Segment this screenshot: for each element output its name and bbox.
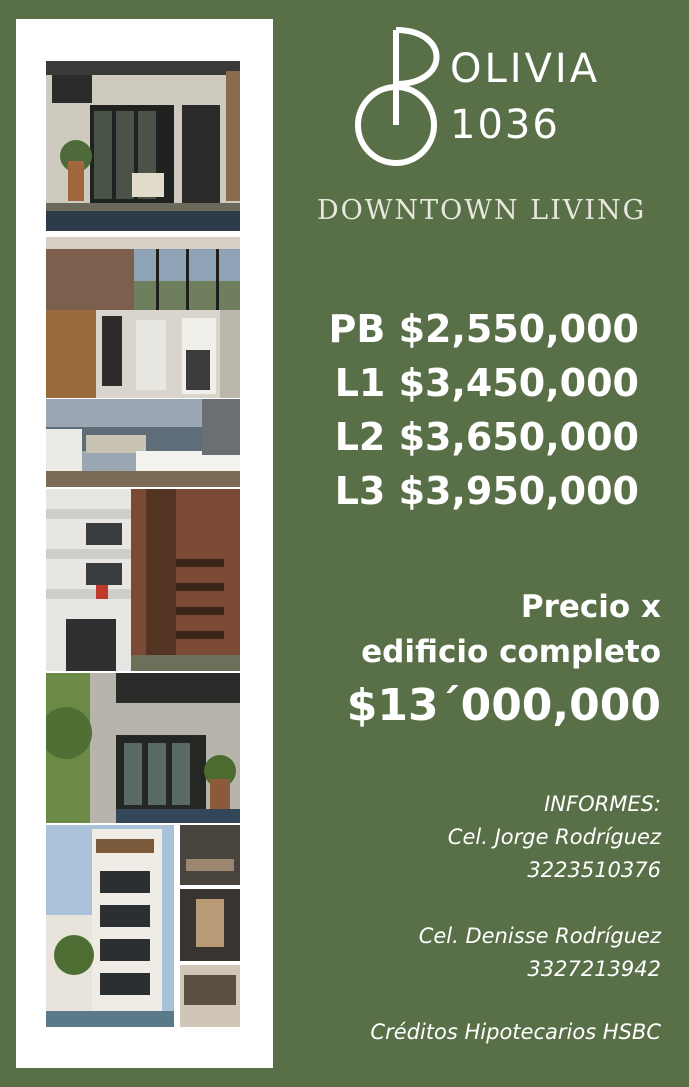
price-l3: L3 $3,950,000 — [334, 469, 639, 513]
spacer — [419, 887, 661, 920]
complete-line2: edificio completo — [361, 634, 661, 670]
photo-facade-plant — [46, 673, 240, 823]
complete-building-price — [347, 585, 661, 737]
photo-kitchen — [46, 310, 240, 398]
price-list — [329, 302, 639, 518]
complete-line1: Precio x — [520, 589, 661, 625]
contact1-phone[interactable]: 3223510376 — [527, 858, 661, 882]
photo-terrace — [46, 399, 240, 487]
contact1-name: Cel. Jorge Rodríguez — [447, 825, 661, 849]
contact2-phone[interactable]: 3327213942 — [527, 957, 661, 981]
logo-name: OLIVIA — [450, 46, 601, 92]
logo-monogram-icon — [300, 20, 680, 270]
logo-tagline: DOWNTOWN LIVING — [317, 195, 647, 226]
contact2-name: Cel. Denisse Rodríguez — [418, 924, 661, 948]
price-pb: PB $2,550,000 — [328, 307, 639, 351]
photo-building-tall — [46, 825, 240, 1027]
photo-facade — [46, 61, 240, 231]
info-heading: INFORMES: — [544, 792, 661, 816]
price-l1: L1 $3,450,000 — [334, 361, 639, 405]
complete-price: $13´000,000 — [346, 680, 661, 731]
price-l2: L2 $3,650,000 — [334, 415, 639, 459]
photo-building-stairs — [46, 489, 240, 671]
credit-note: Créditos Hipotecarios HSBC — [370, 1020, 661, 1044]
photo-strip — [16, 19, 273, 1068]
logo — [300, 20, 680, 270]
contact-info — [419, 788, 661, 986]
logo-number: 1036 — [450, 102, 560, 148]
